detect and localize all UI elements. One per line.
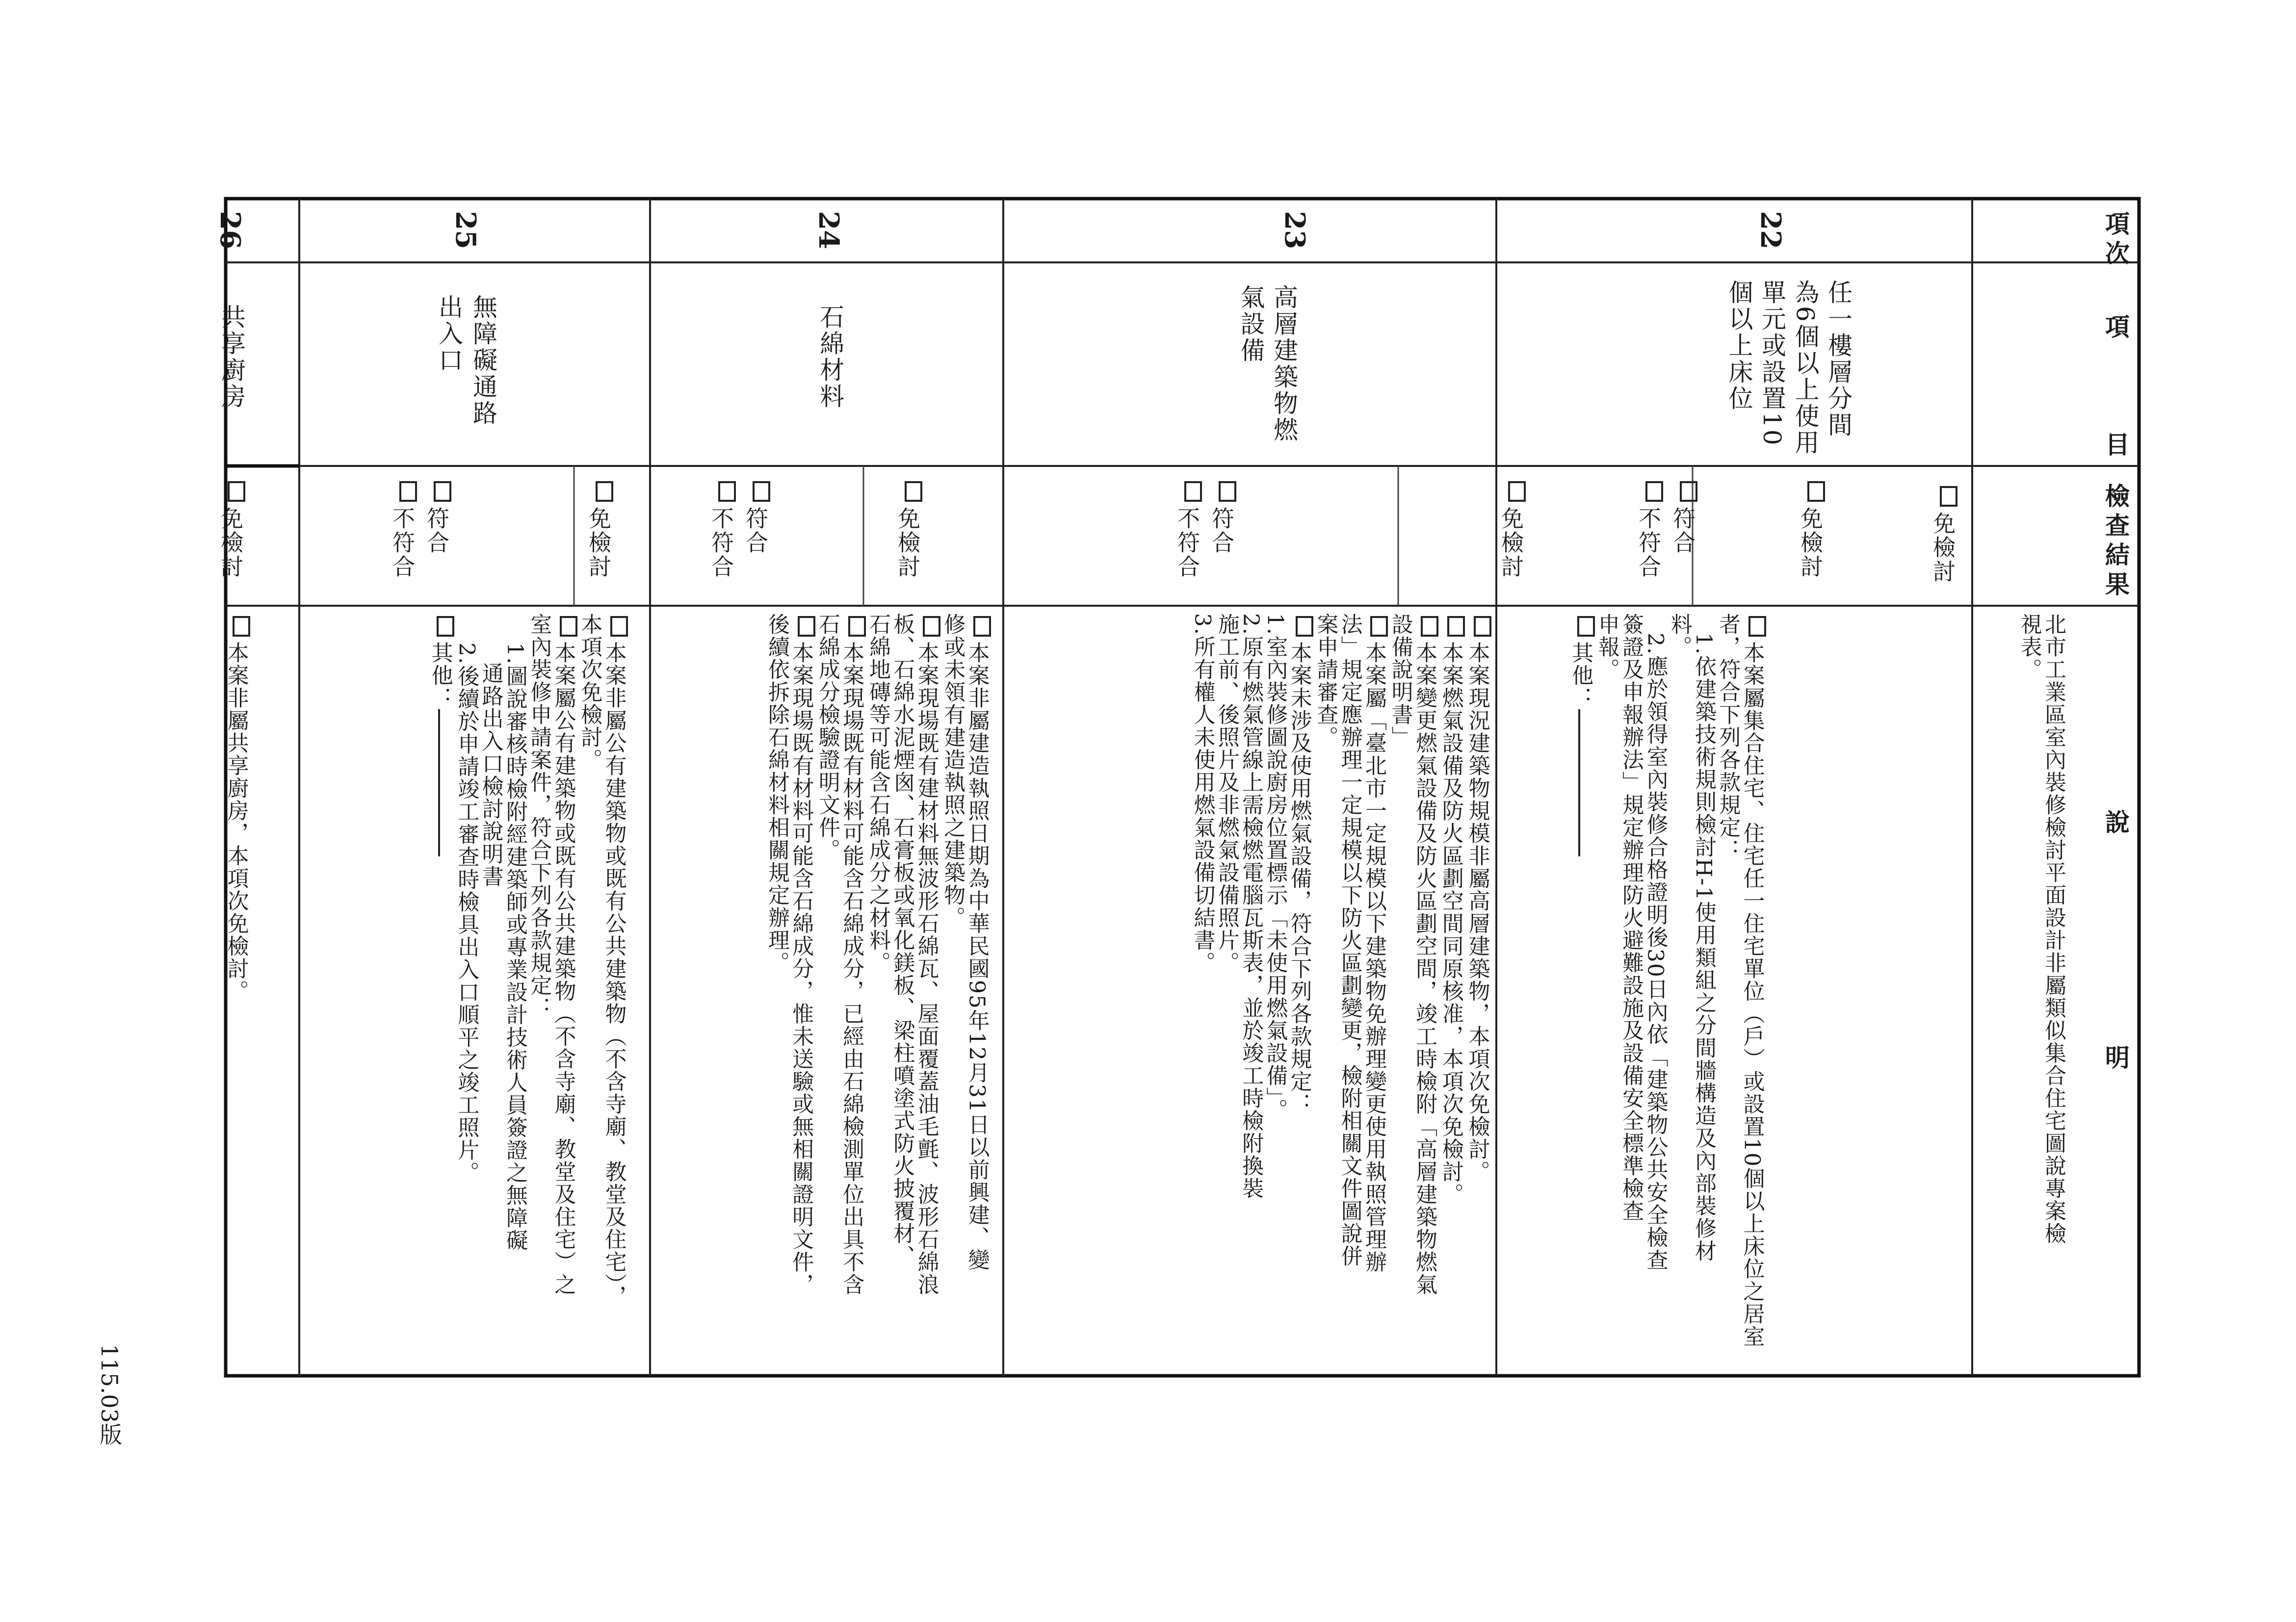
checkbox[interactable] <box>1421 616 1438 637</box>
checkbox[interactable] <box>1447 616 1465 637</box>
row-24-no: 24 <box>812 211 845 249</box>
checkbox[interactable] <box>1645 481 1663 502</box>
checkbox[interactable] <box>399 481 417 502</box>
row-22-notes: 本案屬集合住宅、住宅任一住宅單位（戶）或設置10個以上床位之居室 者，符合下列各款規定： 1.依建築技術規則檢討H-1使用類組之分間牆構造及內部裝修材 料。 2.應於領得室內裝修合格證明後30日內依「建築物公共安全檢查 簽證及申報辦法」規定辦理防火避難設施及設備安全標準檢查 申報。 其他： <box>1568 613 1766 1348</box>
continuation-text: 北市工業區室內裝修檢討平面設計非屬類似集合住宅圖說專案檢 視表。 <box>2016 613 2066 1245</box>
checkbox[interactable] <box>228 481 245 502</box>
checkbox[interactable] <box>1508 481 1526 502</box>
row-24-result-pass[interactable]: 符合 <box>742 478 770 555</box>
checkbox[interactable] <box>923 616 940 637</box>
checkbox[interactable] <box>848 616 866 637</box>
row-25-item: 無障礙通路 出入口 <box>435 294 497 427</box>
checkbox[interactable] <box>434 481 451 502</box>
checkbox[interactable] <box>233 616 250 637</box>
checkbox[interactable] <box>560 616 577 637</box>
checkbox[interactable] <box>1748 616 1766 637</box>
checkbox[interactable] <box>610 616 628 637</box>
row-23-no: 23 <box>1278 211 1311 249</box>
header-result: 檢查結果 <box>2101 483 2130 601</box>
row-24-notes: 本案非屬建造執照日期為中華民國95年12月31日以前興建、變 修或未領有建造執照之建築物。 本案現場既有建材料無波形石綿瓦、屋面覆蓋油毛氈、波形石綿浪 板、石綿水泥煙囪、石膏板或氧化鎂板、梁柱噴塗式防火披覆材、 石綿地磚等可能含石綿成分之材料。 本案現場既有材料可能含石綿成分，已經由石綿檢測單位出具不含 石綿成分檢驗證明文件。 本案現場既有材料可能含石綿成分，惟未送驗或無相關證明文件， 後續依拆除石綿材料相關規定辦理。 <box>765 613 991 1296</box>
checkbox[interactable] <box>437 616 454 637</box>
header-description: 說 明 <box>2101 809 2130 1074</box>
header-item-no: 項次 <box>2101 211 2130 270</box>
checkbox[interactable] <box>1296 616 1313 637</box>
checkbox[interactable] <box>1577 616 1595 637</box>
row-24-item: 石綿材料 <box>816 304 844 410</box>
checkbox[interactable] <box>1940 486 1957 507</box>
row-25-result-fail[interactable]: 不符合 <box>389 478 417 579</box>
checkbox[interactable] <box>753 481 770 502</box>
row-25-notes: 本案非屬公有建築物或既有公共建築物（不含寺廟、教堂及住宅）， 本項次免檢討。 本案屬公有建築物或既有公共建築物（不含寺廟、教堂及住宅）之 室內裝修申請案件，符合下列各款規定： 1.圖說審核時檢附經建築師或專業設計技術人員簽證之無障礙 通路出入口檢討說明書 2.後續於申請竣工審查時檢具出入口順平之竣工照片。 其他： <box>428 613 628 1308</box>
row-23-result-exempt[interactable]: 免檢討 <box>1498 478 1526 579</box>
header-item: 項 目 <box>2101 314 2130 461</box>
row-25-result-exempt[interactable]: 免檢討 <box>585 478 613 579</box>
checkbox[interactable] <box>718 481 736 502</box>
checkbox[interactable] <box>1219 481 1236 502</box>
row-22-item: 任一樓層分間 為6個以上使用 單元或設置10 個以上床位 <box>1724 280 1852 456</box>
row-24-result-fail[interactable]: 不符合 <box>708 478 736 579</box>
row-26-no: 26 <box>214 211 246 249</box>
row-26-item: 共享廚房 <box>217 304 246 410</box>
checkbox[interactable] <box>1370 616 1388 637</box>
row-26-notes: 本案非屬共享廚房，本項次免檢討。 <box>224 613 250 1003</box>
checkbox[interactable] <box>1680 481 1697 502</box>
checkbox[interactable] <box>1184 481 1202 502</box>
row-22-result-exempt[interactable]: 免檢討 <box>1797 478 1825 579</box>
version-label: 115.03版 <box>96 1344 123 1445</box>
checkbox[interactable] <box>1807 481 1825 502</box>
row-22-result-pass[interactable]: 符合 <box>1670 478 1697 555</box>
row-23-result-fail[interactable]: 不符合 <box>1174 478 1202 579</box>
checkbox[interactable] <box>973 616 991 637</box>
checkbox[interactable] <box>596 481 613 502</box>
checkbox[interactable] <box>798 616 815 637</box>
row-25-no: 25 <box>449 211 482 249</box>
row-24-result-exempt[interactable]: 免檢討 <box>894 478 922 579</box>
row-23-notes: 本案現況建築物規模非屬高層建築物，本項次免檢討。 本案燃氣設備及防火區劃空間同原核准，本項次免檢討。 本案變更燃氣設備及防火區劃空間，竣工時檢附「高層建築物燃氣 設備說明書」 本案屬「臺北市一定規模以下建築物免辦理變更使用執照管理辦 法」規定應辦理一定規模以下防火區劃變更，檢附相關文件圖說併 案申請審查。 本案未涉及使用燃氣設備，符合下列各款規定： 1.室內裝修圖說廚房位置標示「未使用燃氣設備」。 2.原有燃氣管線上需檢燃電腦瓦斯表，並於竣工時檢附換裝 施工前、後照片及非燃氣設備照片。 3.所有權人未使用燃氣設備切結書。 <box>1190 613 1491 1296</box>
row-23-item: 高層建築物燃 氣設備 <box>1236 284 1298 443</box>
row-22-result-fail[interactable]: 不符合 <box>1635 478 1663 579</box>
checkbox[interactable] <box>1474 616 1491 637</box>
row-23-result-pass[interactable]: 符合 <box>1208 478 1236 555</box>
row-25-result-pass[interactable]: 符合 <box>423 478 451 555</box>
row-26-result-exempt[interactable]: 免檢討 <box>217 478 245 579</box>
checkbox[interactable] <box>905 481 922 502</box>
row-22-no: 22 <box>1754 211 1787 249</box>
continuation-result: 免檢討 <box>1930 483 1957 584</box>
